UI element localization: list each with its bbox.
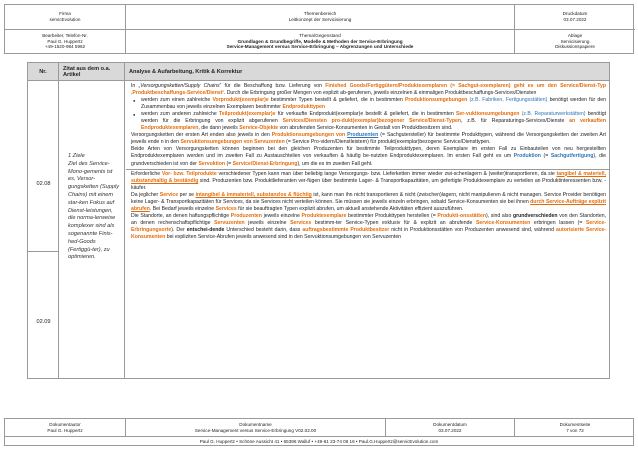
filing-value-2: Diskussionspapiere	[555, 43, 595, 49]
subject-line-2: Service-Management versus Service-Erbringung – Abgrenzungen und Unterschiede	[226, 43, 414, 49]
quote-text: Ziel des Service-Mono-gements ist es, Versor-gungsketten (Supply Chains) mit einem star-ken Fokus auf Dienst-leistungen, die norma-lerweise komplexer sind als sogenannte Finis-hed-Goods (Fertiggü-ter), zu optimieren.	[68, 160, 119, 261]
analysis-paragraph: Beide Arten von Versorgungsketten können beginnen bei den gleichen Produzenten für bestimmte Teilprodukttypen, deren Exemplare im ersten Fall zu Einbauteilen von neu hergestellten Endproduktexemplaren werden und im zweiten Fall zu Austauschteilen von verkauften & häufig be-nutzten Endproduktexemplaren. Im ersten Fall geht es um Produktion (= Sachgutfertigung), die grundverschieden ist von der Servuktion (= Service/Dienst-Erbringung), um die es im zweiten Fall geht.	[131, 146, 606, 167]
header-middle	[126, 5, 515, 53]
analysis-paragraph: Da jeglicher Service per se intangibel & immateriell, substanzlos & flüchtig ist, kann man ihn nicht transportieren & nicht (zwischen)lagern, nicht manipulieren & nicht managen. Service Provider benötigen keine Lager- & Transportkapazitäten für Services, da sie Services nicht verteilen können. Sie müssen sie jeweils einzeln erbringen, sobald Service-Konsumenten sie bei ihnen durch Service-Aufträge explizit abrufen. Bei Bedarf jeweils einzelne Services für sie beauftragten Typen explizit abrufen, um aktuell anstehende Aktivitäten effizient auszuführen.	[131, 191, 606, 212]
editor-name: Paul G. Huppertz	[47, 38, 83, 44]
table-header	[28, 63, 609, 81]
editor-label: Bearbeiter, Telefon-Nr.	[42, 33, 88, 39]
row-number-1: 02.08	[36, 181, 51, 187]
analysis-paragraph: Versorgungsketten der ersten Art enden also jeweils in den Produktionsumgebungen von Produzenten (= Sachgutersteller) für bestimmte Produkttypen, während die Versorgungsketten der zweiten Art jeweils ende n in den Servuktionsumgebungen von Servuzenten (= Service Pro-vidern/Dienstleistern) für produkt(exemplar)bezogene Service/Diensttypen.	[131, 132, 606, 146]
footer-author: Dokumentautor Paul G. Huppertz	[5, 419, 126, 436]
nr-row-divider	[28, 251, 59, 252]
analysis-paragraph: Die Standorte, an denen haftungspflichtige Produzenten jeweils einzelne Produktexemplare bestimmter Produkttypen herstellen (= Produkti-onsstätten), sind also grundverschieden von den Standorten, an denen rechenschaftspflichtige Servuzenten jeweils einzelne Services bestimm-ter Service-Typen exklusiv für & explizit an abrufende Service-Konsumenten erbringen lassen (= Service-Erbringungsorte). Der entschei-dende Unterschied besteht darin, dass auftragsbestimmte Produktbesitzer nicht in Produktionsstätten von Produzenten anwesend sind, während autorisierte Service-Konsumenten bei expliziten Service-Abrufen jeweils anwesend sind in den Servuktionsumgebungen von Servuzenten	[131, 212, 607, 240]
footer-row	[5, 419, 633, 437]
subject-label: Thema/Gegenstand	[299, 33, 341, 39]
topic-value: Leitkonzept der Servicisierung	[288, 16, 352, 22]
quote-column	[59, 81, 125, 378]
print-date-value: 03.07.2022	[563, 16, 587, 22]
footer-contact: Paul G. Huppertz • Schöne Aussicht 41 • 65396 Walluf • +49-61 23-74 06 16 • Paul.G.Huppertz@servicEvolution.com	[199, 439, 439, 444]
table-body	[28, 81, 609, 378]
col-header-nr: Nr.	[28, 63, 59, 80]
footer-docname: Dokumentname Service-Management versus Service-Erbringung V02.02.00	[126, 419, 386, 436]
editor-phone: +49-1520-984 5962	[44, 43, 86, 49]
analysis-list	[131, 97, 606, 132]
analysis-paragraph: Erforderliche Vor- bzw. Teilprodukte verschiedener Typen kann man über beliebig lange Versorgungs- bzw. Lieferketten immer wieder zwi-schenlagern & (weiter)transportieren, da sie tangibel & materiell, substanzhaltig & beständig sind. Produzenten bzw. Produktlieferanten ver-fügen über bestimmte Lager- & Transportkapazitäten, um gefertigte Produktexemplare zu verteilen an Produktinteressenten bzw. -käufer.	[131, 170, 606, 191]
row-divider	[126, 169, 609, 170]
col-header-quote: Zitat aus dem o.a. Artikel	[59, 63, 125, 80]
row-number-2: 02.09	[36, 319, 51, 325]
filing-value-1: Servicisierung	[560, 38, 590, 44]
quote-heading: 1 Ziele	[68, 153, 85, 159]
firm-label: Firma	[59, 11, 71, 17]
footer-page: Dokumentseite 7 von 72	[559, 422, 591, 433]
page-footer	[4, 418, 634, 446]
col-header-analysis: Analyse & Aufarbeitung, Kritik & Korrektur	[129, 68, 243, 75]
header-left	[5, 5, 126, 53]
nr-column	[28, 81, 59, 378]
list-item: ● werden zum einen zahlreiche Vorprodukt(exemplar)e bestimmter Typen bestellt & geliefert, die in bestimmten Produktionsumgebungen (z.B. Fabriken, Fertigungsstätten) benötigt werden für den Zusammenbau von jeweils einzelnen Exemplaren bestimmter Endprodukttypen	[131, 97, 606, 111]
firm-value: servicEvolution	[49, 16, 81, 22]
print-date-label: Druckdatum	[562, 11, 588, 17]
header-right	[515, 5, 635, 53]
list-item: ● werden zum anderen zahlreiche Teilprodukt(exemplar)e für verkaufte Endprodukt(exemplar)e bestellt & geliefert, die in bestimmten Ser-vuktionsumgebungen (z.B. Reparaturwerkstätten) benötigt werden für die Erbringung von explizit abgerufenen Services/Diensten pro-dukt(exemplar)bezogener Service/Dienst-Typen, z.B. für Reparaturings-Services/Dienste an verkauften Endproduktexemplaren, die dann jeweils Service-Objekte von abrufenden Service-Konsumenten in Gestalt von Produktbesitzern sind.	[131, 111, 606, 132]
analysis-paragraph: In „Versorgungsketten/Supply Chains“ für die Beschaffung bzw. Lieferung von Finished Goods/Fertiggütern/Produktexemplaren (= Sachgut-exemplaren) geht es um den Service/Dienst-Typ ‚Produktbeschaffungs-Service/Dienst‘. Durch die Erbringung großer Mengen von explizit ab-gerufenen, jeweils einzelnen & einmaligen Produktbeschaffungs-Services/Diensten	[131, 83, 606, 97]
analysis-column	[126, 81, 609, 378]
subject-line-1: Grundlagen & Grundbegriffe, Modelle & Methoden der Service-Erbringung	[237, 38, 403, 44]
topic-label: Themenbereich	[303, 11, 337, 17]
page-header	[4, 4, 634, 54]
filing-label: Ablage	[567, 33, 583, 39]
footer-docdate: Dokumentdatum 03.07.2022	[386, 419, 515, 436]
analysis-table	[27, 62, 610, 379]
